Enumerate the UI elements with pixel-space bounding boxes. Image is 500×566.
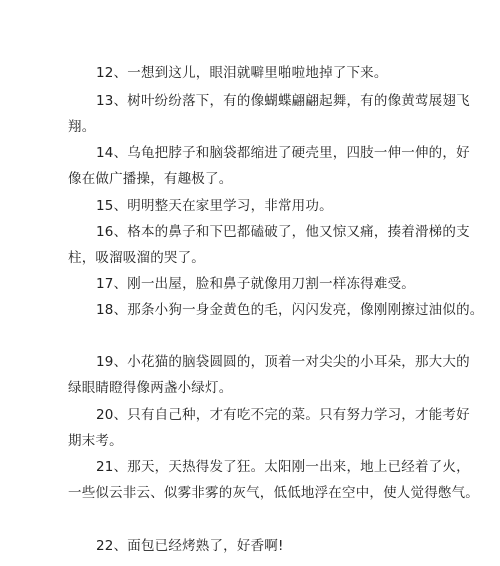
sentence-21-line-2: 一些似云非云、似雾非雾的灰气，低低地浮在空中，使人觉得憋气。 (68, 485, 479, 501)
sentence-14-line-2: 像在做广播操，有趣极了。 (68, 171, 233, 187)
sentence-12-line-1: 12、一想到这儿，眼泪就噼里啪啦地掉了下来。 (96, 65, 388, 81)
sentence-19-line-1: 19、小花猫的脑袋圆圆的，顶着一对尖尖的小耳朵，那大大的 (96, 354, 470, 370)
sentence-16-line-2: 柱，吸溜吸溜的哭了。 (68, 250, 205, 266)
sentence-20-line-1: 20、只有自己种，才有吃不完的菜。只有努力学习，才能考好 (96, 407, 470, 423)
sentence-15-line-1: 15、明明整天在家里学习，非常用功。 (96, 198, 333, 214)
sentence-17-line-1: 17、刚一出屋，脸和鼻子就像用刀割一样冻得难受。 (96, 276, 415, 292)
sentence-20-line-2: 期末考。 (68, 433, 123, 449)
sentence-21-line-1: 21、那天，天热得发了狂。太阳刚一出来，地上已经着了火， (96, 459, 470, 475)
sentence-18-line-1: 18、那条小狗一身金黄色的毛，闪闪发亮，像刚刚擦过油似的。 (96, 302, 484, 318)
sentence-22-line-1: 22、面包已经烤熟了，好香啊! (96, 538, 284, 554)
sentence-19-line-2: 绿眼睛瞪得像两盏小绿灯。 (68, 380, 233, 396)
sentence-13-line-2: 翔。 (68, 119, 96, 135)
sentence-13-line-1: 13、树叶纷纷落下，有的像蝴蝶翩翩起舞，有的像黄莺展翅飞 (96, 93, 470, 109)
sentence-14-line-1: 14、乌龟把脖子和脑袋都缩进了硬壳里，四肢一伸一伸的，好 (96, 145, 470, 161)
sentence-16-line-1: 16、格本的鼻子和下巴都磕破了，他又惊又痛，揍着滑梯的支 (96, 224, 470, 240)
